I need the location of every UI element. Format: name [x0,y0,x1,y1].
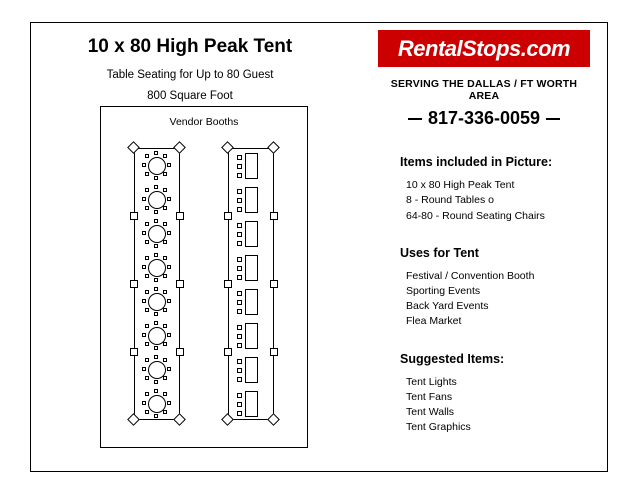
chair-icon [163,154,167,158]
service-area-text: SERVING THE DALLAS / FT WORTH AREA [390,78,578,103]
chair-icon [145,274,149,278]
dash-right-icon [546,118,560,120]
chair-icon [154,312,158,316]
chair-icon [142,367,146,371]
booth-table-icon [245,221,258,247]
chair-icon [237,257,242,262]
chair-icon [154,355,158,359]
chair-icon [237,198,242,203]
chair-icon [145,342,149,346]
chair-icon [154,210,158,214]
chair-icon [237,223,242,228]
booth-table-icon [245,187,258,213]
tent-post-icon [176,212,184,220]
chair-icon [167,333,171,337]
section-included [378,155,598,224]
section-suggested-item: Tent Fans [406,390,453,403]
chair-icon [163,410,167,414]
chair-icon [154,414,158,418]
brand-logo-text: RentalStops.com [397,36,571,61]
chair-icon [237,368,242,373]
chair-icon [167,197,171,201]
tent-post-icon [130,348,138,356]
chair-icon [167,299,171,303]
chair-icon [167,401,171,405]
chair-icon [154,219,158,223]
tent-post-icon [176,348,184,356]
section-included-item: 10 x 80 High Peak Tent [406,179,515,192]
round-table-unit [142,219,172,249]
chair-icon [237,359,242,364]
chair-icon [154,253,158,257]
chair-icon [237,300,242,305]
phone-row [378,108,590,129]
vendor-booth-unit [235,151,267,181]
subtitle-area: 800 Square Foot [147,90,233,102]
section-uses-heading: Uses for Tent [400,245,479,260]
chair-icon [167,231,171,235]
round-table-unit [142,151,172,181]
vendor-booths-label: Vendor Booths [169,116,239,128]
chair-icon [142,299,146,303]
section-included-heading: Items included in Picture: [400,155,553,170]
chair-icon [154,185,158,189]
vendor-booth-unit [235,287,267,317]
vendor-booth-unit [235,389,267,419]
chair-icon [163,274,167,278]
chair-icon [167,163,171,167]
round-table-unit [142,253,172,283]
chair-icon [154,380,158,384]
chair-icon [237,402,242,407]
section-suggested-item: Tent Lights [406,375,457,388]
section-suggested-heading: Suggested Items: [400,351,505,366]
title-block [40,26,340,102]
vendor-booth-unit [235,219,267,249]
chair-icon [145,222,149,226]
chair-icon [237,393,242,398]
chair-icon [237,325,242,330]
vendor-booth-unit [235,321,267,351]
round-table-unit [142,355,172,385]
round-table-unit [142,185,172,215]
page-title: 10 x 80 High Peak Tent [87,36,293,57]
info-panel [378,30,598,436]
chair-icon [237,173,242,178]
chair-icon [163,308,167,312]
chair-icon [163,256,167,260]
chair-icon [142,231,146,235]
chair-icon [237,164,242,169]
tent-post-icon [224,212,232,220]
section-uses-item: Sporting Events [406,284,481,297]
chair-icon [163,324,167,328]
chair-icon [163,206,167,210]
chair-icon [145,172,149,176]
chair-icon [237,291,242,296]
chair-icon [237,232,242,237]
chair-icon [163,188,167,192]
chair-icon [167,265,171,269]
chair-icon [163,342,167,346]
tent-post-icon [130,280,138,288]
chair-icon [145,410,149,414]
chair-icon [163,358,167,362]
chair-icon [163,392,167,396]
chair-icon [154,278,158,282]
section-uses [378,246,598,330]
chair-icon [237,266,242,271]
tent-post-icon [270,212,278,220]
chair-icon [237,411,242,416]
tent-post-icon [176,280,184,288]
chair-icon [145,206,149,210]
chair-icon [167,367,171,371]
chair-icon [145,324,149,328]
chair-icon [145,290,149,294]
chair-icon [154,346,158,350]
chair-icon [142,401,146,405]
vendor-booth-unit [235,355,267,385]
dash-left-icon [408,118,422,120]
chair-icon [142,333,146,337]
chair-icon [154,287,158,291]
chair-icon [145,188,149,192]
chair-icon [142,163,146,167]
round-table-unit [142,389,172,419]
section-uses-item: Flea Market [406,315,462,328]
chair-icon [237,241,242,246]
chair-icon [237,189,242,194]
chair-icon [154,389,158,393]
chair-icon [237,343,242,348]
booth-table-icon [245,323,258,349]
chair-icon [154,176,158,180]
subtitle-seating: Table Seating for Up to 80 Guest [106,69,274,81]
chair-icon [145,256,149,260]
round-table-unit [142,287,172,317]
section-uses-item: Back Yard Events [406,300,489,313]
chair-icon [237,377,242,382]
chair-icon [163,240,167,244]
booth-table-icon [245,289,258,315]
chair-icon [163,222,167,226]
chair-icon [163,376,167,380]
vendor-booth-unit [235,253,267,283]
tent-post-icon [270,280,278,288]
booth-table-icon [245,391,258,417]
tent-post-icon [224,348,232,356]
chair-icon [145,392,149,396]
chair-icon [163,172,167,176]
chair-icon [145,358,149,362]
floor-plan-box [100,106,308,448]
phone-number[interactable]: 817-336-0059 [427,108,541,129]
section-included-item: 64-80 - Round Seating Chairs [406,209,545,222]
chair-icon [237,309,242,314]
chair-icon [142,197,146,201]
vendor-booth-unit [235,185,267,215]
section-suggested-item: Tent Graphics [406,421,471,434]
section-uses-item: Festival / Convention Booth [406,269,535,282]
tent-post-icon [224,280,232,288]
chair-icon [145,376,149,380]
chair-icon [154,321,158,325]
booth-table-icon [245,357,258,383]
tent-post-icon [270,348,278,356]
chair-icon [163,290,167,294]
booth-table-icon [245,255,258,281]
brand-logo[interactable] [378,30,590,67]
chair-icon [237,275,242,280]
section-suggested-item: Tent Walls [406,406,455,419]
round-table-unit [142,321,172,351]
chair-icon [237,155,242,160]
booth-table-icon [245,153,258,179]
chair-icon [154,151,158,155]
section-suggested [378,352,598,436]
chair-icon [142,265,146,269]
tent-post-icon [130,212,138,220]
chair-icon [145,308,149,312]
chair-icon [145,154,149,158]
section-included-item: 8 - Round Tables o [406,194,494,207]
chair-icon [154,244,158,248]
chair-icon [237,207,242,212]
chair-icon [237,334,242,339]
chair-icon [145,240,149,244]
